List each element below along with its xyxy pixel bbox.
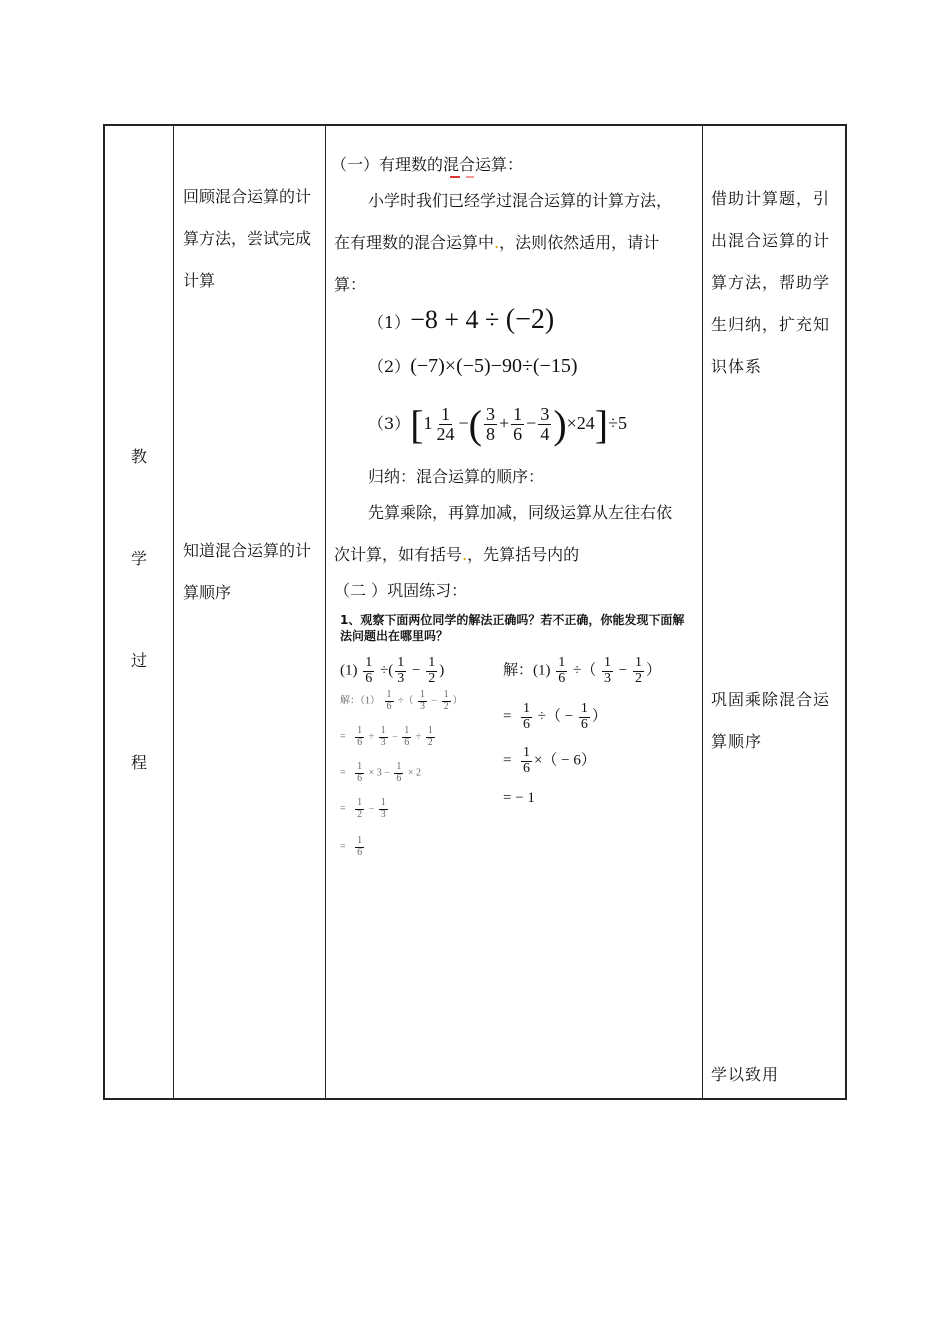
design-intent-consolidate: 巩固乘除混合运算顺序	[711, 690, 831, 751]
practice-problem: (1) $\frac{1}{6}$ ÷( $\frac{1}{3}$ − $\frac{1}{2}$ )	[340, 655, 445, 686]
summary-line-1: 先算乘除，再算加减，同级运算从左往右依	[368, 503, 673, 522]
intro-line-1: 小学时我们已经学过混合运算的计算方法，	[368, 191, 673, 210]
solution-a-line-1: 解：（1） $\frac{1}{6}$ ÷（ $\frac{1}{3}$ − $\frac{1}{2}$ ）	[340, 689, 463, 712]
intro-line-2: 在有理数的混合运算中.，法则依然适用，请计	[334, 233, 660, 252]
exercise-1: （1）−8 + 4 ÷ (−2)	[368, 304, 555, 335]
solution-b-line-1: 解：(1) $\frac{1}{6}$ ÷（ $\frac{1}{3}$ − $\frac{1}{2}$ ）	[503, 655, 661, 686]
solution-b-line-4: = − 1	[503, 790, 535, 806]
section1-title: （一）有理数的混合运算：	[331, 155, 524, 174]
student-activity-order: 知道混合运算的计算顺序	[183, 541, 312, 602]
solution-a-line-3: = $\frac{1}{6}$ × 3 − $\frac{1}{6}$ × 2	[340, 761, 422, 784]
solution-a-line-5: = $\frac{1}{6}$	[340, 835, 363, 858]
stage-char: 教	[130, 447, 147, 466]
exercise-2: （2）(−7)×(−5)−90÷(−15)	[368, 355, 578, 377]
intro-line-3: 算：	[334, 275, 367, 294]
exercise-3: （3）[1 $\frac{1}{24}$ −( $\frac{3}{8}$ + $\frac{1}{6}$ − $\frac{3}{4}$ )×24]÷5	[368, 401, 628, 447]
summary-title: 归纳：混合运算的顺序：	[368, 467, 545, 486]
summary-line-2: 次计算，如有括号.，先算括号内的	[334, 545, 580, 564]
column-divider	[173, 126, 174, 1098]
stage-char: 程	[130, 753, 147, 772]
student-activity-review: 回顾混合运算的计算方法，尝试完成计算	[183, 187, 312, 290]
solution-b-line-2: = $\frac{1}{6}$ ÷（ − $\frac{1}{6}$ ）	[503, 701, 607, 732]
red-mark-icon	[448, 175, 478, 180]
column-divider	[702, 126, 703, 1098]
stage-char: 学	[130, 549, 147, 568]
solution-a-line-2: = $\frac{1}{6}$ ÷ $\frac{1}{3}$ − $\frac{1}{6}$ ÷ $\frac{1}{2}$	[340, 725, 433, 748]
design-intent-method: 借助计算题，引出混合运算的计算方法，帮助学生归纳，扩充知识体系	[711, 189, 831, 376]
solution-b-line-3: = $\frac{1}{6}$ ×（ − 6）	[503, 745, 596, 776]
section2-title: （二 ）巩固练习：	[334, 581, 468, 600]
design-intent-apply: 学以致用	[711, 1065, 780, 1084]
solution-a-line-4: = $\frac{1}{2}$ − $\frac{1}{3}$	[340, 797, 386, 820]
column-divider	[325, 126, 326, 1098]
stage-char: 过	[130, 651, 147, 670]
exercise-question: 1、观察下面两位同学的解法正确吗？若不正确，你能发现下面解法问题出在哪里吗？	[340, 613, 685, 643]
